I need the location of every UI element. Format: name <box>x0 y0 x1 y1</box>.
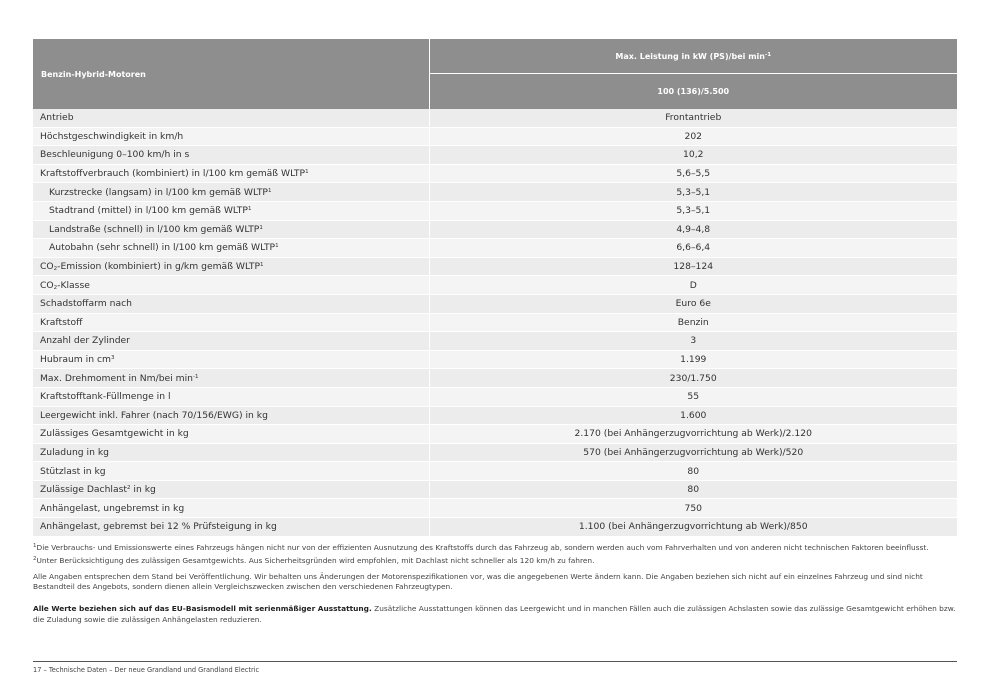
label-superscript: 1 <box>247 206 252 213</box>
row-label <box>33 239 429 258</box>
row-value: 6,6–6,4 <box>429 239 957 258</box>
label-text: Kurzstrecke (langsam) in l/100 km gemäß WLTP <box>49 186 268 198</box>
row-value: 3 <box>429 332 957 351</box>
row-value: 750 <box>429 499 957 518</box>
table-row <box>33 257 957 276</box>
row-value: 570 (bei Anhängerzugvorrichtung ab Werk)/520 <box>429 443 957 462</box>
row-value: 1.100 (bei Anhängerzugvorrichtung ab Werk)/850 <box>429 518 957 537</box>
table-row <box>33 276 957 295</box>
power-heading <box>429 39 957 74</box>
row-value: 230/1.750 <box>429 369 957 388</box>
row-label <box>33 499 429 518</box>
row-value: Euro 6e <box>429 294 957 313</box>
label-text: Stadtrand (mittel) in l/100 km gemäß WLTP <box>49 205 248 217</box>
power-heading-text: Max. Leistung in kW (PS)/bei min <box>615 51 765 61</box>
row-label <box>33 109 429 127</box>
footer-divider <box>33 661 957 662</box>
row-value: 4,9–4,8 <box>429 220 957 239</box>
spec-table-header <box>33 39 957 109</box>
table-row <box>33 350 957 369</box>
row-value: 80 <box>429 462 957 481</box>
table-row <box>33 462 957 481</box>
label-text: Anzahl der Zylinder <box>40 335 130 347</box>
row-label <box>33 387 429 406</box>
row-value: D <box>429 276 957 295</box>
row-value: 202 <box>429 127 957 146</box>
row-label <box>33 518 429 537</box>
row-label <box>33 257 429 276</box>
label-superscript: 1 <box>305 169 309 176</box>
row-value: 80 <box>429 480 957 499</box>
row-label <box>33 480 429 499</box>
label-text: Schadstoffarm nach <box>40 298 132 310</box>
label-superscript: 1 <box>275 243 279 250</box>
table-row <box>33 443 957 462</box>
footnote-1 <box>33 541 957 553</box>
power-heading-exponent: -1 <box>764 51 772 58</box>
row-label <box>33 350 429 369</box>
label-text: Anhängelast, ungebremst in kg <box>40 502 185 514</box>
row-label <box>33 369 429 388</box>
row-value: 5,3–5,1 <box>429 201 957 220</box>
label-text: Anhängelast, gebremst bei 12 % Prüfsteigung in kg <box>40 521 277 533</box>
row-label <box>33 406 429 425</box>
label-text: Leergewicht inkl. Fahrer (nach 70/156/EWG) in kg <box>40 409 268 421</box>
row-value: 55 <box>429 387 957 406</box>
row-value: 1.199 <box>429 350 957 369</box>
base-model-note-rest: Zusätzliche Ausstattungen können das Leergewicht und in manchen Fällen auch die zulässigen Achslasten sowie das zulässige Gesamtgewicht erhöhen bzw. die Zuladung sowie die zulässigen Anhängelasten reduzieren. <box>33 604 956 624</box>
row-label <box>33 220 429 239</box>
row-value: 5,3–5,1 <box>429 183 957 202</box>
label-superscript: 1 <box>259 224 263 231</box>
label-text: Zuladung in kg <box>40 446 109 458</box>
row-label <box>33 276 429 295</box>
disclaimer-text: Alle Angaben entsprechen dem Stand bei Veröffentlichung. Wir behalten uns Änderungen der Motorenspezifikationen vor, was die angegebenen Werte ändern kann. Die Angaben beziehen sich nicht auf ein einzelnes Fahrzeug und sind nicht Bestandteil des Angebots, sondern dienen allein Vergleichszwecken zwischen den verschiedenen Fahrzeugtypen. <box>33 572 923 592</box>
row-value: 5,6–5,5 <box>429 164 957 183</box>
label-text: Höchstgeschwindigkeit in km/h <box>40 130 184 142</box>
row-value: 10,2 <box>429 146 957 165</box>
row-value: 2.170 (bei Anhängerzugvorrichtung ab Werk)/2.120 <box>429 425 957 444</box>
footnote-2-text: Unter Berücksichtigung des zulässigen Gesamtgewichts. Aus Sicherheitsgründen wird empfohlen, mit Dachlast nicht schneller als 120 km/h zu fahren. <box>36 555 595 565</box>
table-row <box>33 480 957 499</box>
footnote-1-marker: 1 <box>33 542 37 549</box>
label-superscript: 3 <box>110 355 115 362</box>
row-value: Benzin <box>429 313 957 332</box>
label-text: Zulässige Dachlast <box>40 484 127 496</box>
row-value: 1.600 <box>429 406 957 425</box>
table-row <box>33 239 957 258</box>
table-row <box>33 313 957 332</box>
spec-table-body <box>33 109 957 536</box>
label-text: Stützlast in kg <box>40 465 106 477</box>
row-value: 128–124 <box>429 257 957 276</box>
label-text: Hubraum in cm <box>40 354 111 366</box>
label-superscript: -1 <box>192 373 199 380</box>
label-subscript: 2 <box>53 284 58 291</box>
table-row <box>33 332 957 351</box>
table-row <box>33 369 957 388</box>
table-row <box>33 201 957 220</box>
table-row <box>33 387 957 406</box>
table-row <box>33 425 957 444</box>
label-text: CO <box>40 279 54 291</box>
row-label <box>33 332 429 351</box>
table-row <box>33 183 957 202</box>
row-label <box>33 146 429 165</box>
label-superscript: 2 <box>126 485 131 492</box>
engine-type-heading: Benzin-Hybrid-Motoren <box>33 39 429 109</box>
label-text: Kraftstoff <box>40 316 83 328</box>
table-row <box>33 406 957 425</box>
footnote-2 <box>33 554 957 566</box>
table-row <box>33 127 957 146</box>
row-label <box>33 462 429 481</box>
base-model-note <box>33 604 957 624</box>
spec-table <box>33 39 957 537</box>
notes-section <box>33 541 957 625</box>
spec-page <box>33 39 957 625</box>
power-value-heading: 100 (136)/5.500 <box>429 74 957 110</box>
row-label <box>33 294 429 313</box>
table-row <box>33 164 957 183</box>
row-label <box>33 183 429 202</box>
label-text: CO <box>40 261 54 273</box>
footnote-2-marker: 2 <box>33 555 37 562</box>
label-text: Beschleunigung 0–100 km/h in s <box>40 149 190 161</box>
row-value: Frontantrieb <box>429 109 957 127</box>
table-row <box>33 109 957 127</box>
row-label <box>33 164 429 183</box>
label-text: Kraftstoffverbrauch (kombiniert) in l/100 km gemäß WLTP <box>40 168 306 180</box>
label-superscript: 1 <box>260 262 264 269</box>
label-text: Antrieb <box>40 112 74 124</box>
label-subscript: 2 <box>53 266 58 273</box>
row-label <box>33 127 429 146</box>
table-row <box>33 518 957 537</box>
row-label <box>33 443 429 462</box>
row-label <box>33 201 429 220</box>
row-label <box>33 313 429 332</box>
label-text: Zulässiges Gesamtgewicht in kg <box>40 428 189 440</box>
label-superscript: 1 <box>267 187 272 194</box>
row-label <box>33 425 429 444</box>
label-text-cont: -Klasse <box>57 279 90 291</box>
label-text-cont: -Emission (kombiniert) in g/km gemäß WLTP <box>57 261 260 273</box>
base-model-note-bold: Alle Werte beziehen sich auf das EU-Basismodell mit serienmäßiger Ausstattung. <box>33 604 372 614</box>
label-text: Landstraße (schnell) in l/100 km gemäß WLTP <box>49 223 260 235</box>
table-row <box>33 499 957 518</box>
label-text: Max. Drehmoment in Nm/bei min <box>40 372 193 384</box>
table-row <box>33 294 957 313</box>
label-text: Kraftstofftank-Füllmenge in l <box>40 391 171 403</box>
footnote-1-text: Die Verbrauchs- und Emissionswerte eines Fahrzeugs hängen nicht nur von der effizienten Ausnutzung des Kraftstoffs durch das Fahrzeug ab, sondern werden auch vom Fahrverhalten und von anderen nicht technischen Faktoren beeinflusst. <box>36 542 929 552</box>
table-row <box>33 220 957 239</box>
label-text: Autobahn (sehr schnell) in l/100 km gemäß WLTP <box>49 242 276 254</box>
page-footer: 17 – Technische Daten – Der neue Grandland und Grandland Electric <box>33 666 260 674</box>
table-row <box>33 146 957 165</box>
label-text-cont: in kg <box>130 484 156 496</box>
